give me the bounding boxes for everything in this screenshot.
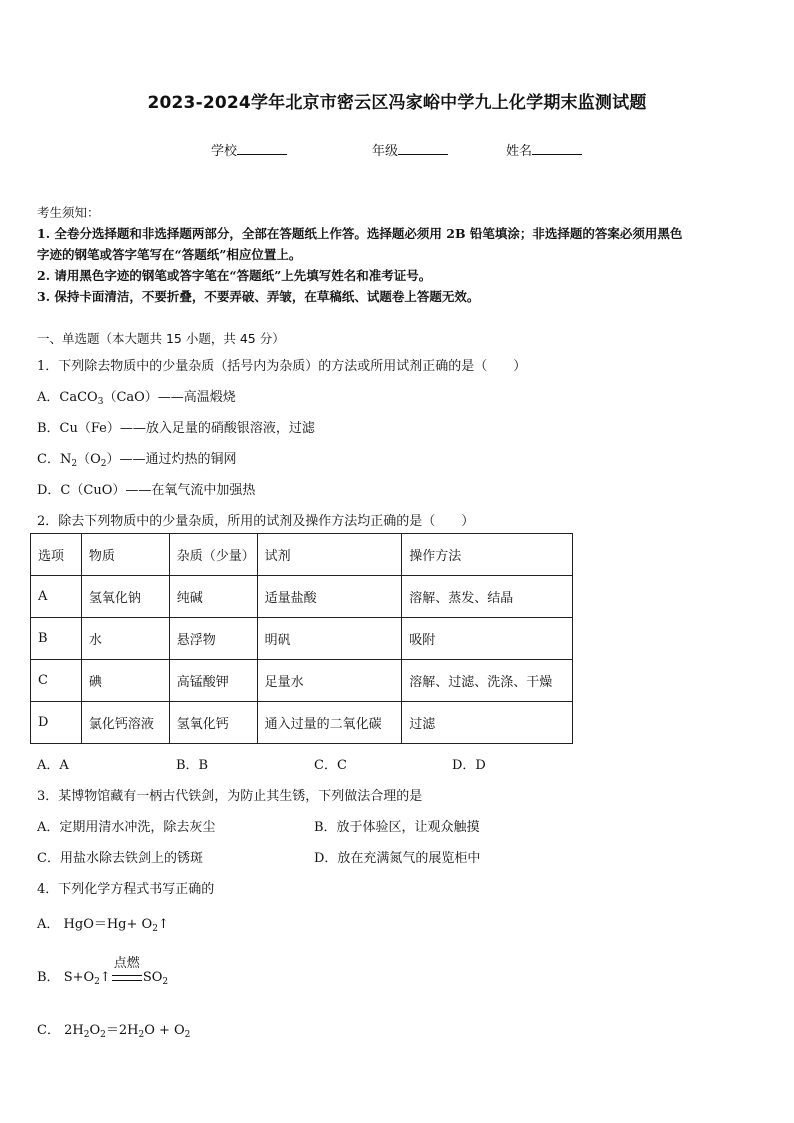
q4-b-arrow <box>111 956 143 985</box>
grade-field <box>372 140 448 159</box>
page-title: 2023-2024学年北京市密云区冯家峪中学九上化学期末监测试题 <box>147 93 647 113</box>
q1-option-c <box>37 448 236 467</box>
section-heading: 一、单选题（本大题共 15 小题，共 45 分） <box>37 331 285 346</box>
table-cell: 溶解、过滤、洗涤、干燥 <box>402 660 573 702</box>
q4-option-b <box>37 956 169 987</box>
q1-c-text: C．N <box>37 452 72 467</box>
table-cell: 通入过量的二氧化碳 <box>257 702 402 744</box>
table-header-row <box>31 534 573 576</box>
q3-option-c: C．用盐水除去铁剑上的锈斑 <box>37 851 203 866</box>
table-header-cell: 物质 <box>81 534 169 576</box>
table-cell: 足量水 <box>257 660 402 702</box>
table-cell: 高锰酸钾 <box>169 660 257 702</box>
notice-item-1b: 字迹的钢笔或答字笔写在“答题纸”相应位置上。 <box>37 247 302 262</box>
table-cell: 水 <box>81 618 169 660</box>
table-cell: 溶解、蒸发、结晶 <box>402 576 573 618</box>
q4-b-equation: $S+O_2↑$ 点燃 $SO_2$ <box>64 970 168 985</box>
table-cell: A <box>31 576 82 618</box>
name-blank <box>532 142 582 155</box>
q4-option-c <box>37 1019 190 1038</box>
q1-option-b: B．Cu（Fe）——放入足量的硝酸银溶液，过滤 <box>37 421 315 436</box>
table-cell: 碘 <box>81 660 169 702</box>
table-cell: 氢氧化钠 <box>81 576 169 618</box>
table-cell: 过滤 <box>402 702 573 744</box>
table-cell: B <box>31 618 82 660</box>
q4-b-label: B． <box>37 970 60 985</box>
q4-stem: 4．下列化学方程式书写正确的 <box>37 882 215 897</box>
table-cell: 悬浮物 <box>169 618 257 660</box>
q3-stem: 3．某博物馆藏有一柄古代铁剑，为防止其生锈，下列做法合理的是 <box>37 789 423 804</box>
notice-item-3: 3. 保持卡面清洁，不要折叠，不要弄破、弄皱，在草稿纸、试题卷上答题无效。 <box>37 289 480 304</box>
table-row <box>31 576 573 618</box>
table-cell: 氯化钙溶液 <box>81 702 169 744</box>
q2-option-c: C．C <box>314 758 347 773</box>
table-cell: D <box>31 702 82 744</box>
q1-c-sub-2: 2 <box>100 459 107 469</box>
q4-option-a <box>37 913 169 932</box>
table-cell: 氢氧化钙 <box>169 702 257 744</box>
q2-option-d: D．D <box>452 758 486 773</box>
q2-option-a: A．A <box>37 758 69 773</box>
name-label: 姓名 <box>506 144 533 159</box>
q4-c-equation: $2H_2O_2=2H_2O + O_2$ <box>64 1023 191 1040</box>
q1-option-a <box>37 386 236 405</box>
q1-c-text-3: ）——通过灼热的铜网 <box>106 452 237 467</box>
notice-item-2: 2. 请用黑色字迹的钢笔或答字笔在“答题纸”上先填写姓名和准考证号。 <box>37 268 432 283</box>
table-cell: 明矾 <box>257 618 402 660</box>
q3-option-b: B．放于体验区，让观众触摸 <box>314 820 480 835</box>
q1-a-sub: 3 <box>97 397 104 407</box>
q1-a-text-2: （CaO）——高温煅烧 <box>103 390 236 405</box>
grade-label: 年级 <box>372 144 399 159</box>
table-row <box>31 618 573 660</box>
q4-a-label: A． <box>37 917 60 932</box>
notice-heading: 考生须知： <box>37 205 100 220</box>
table-cell: 吸附 <box>402 618 573 660</box>
q1-option-d: D．C（CuO）——在氧气流中加强热 <box>37 483 256 498</box>
table-header-cell: 选项 <box>31 534 82 576</box>
table-row <box>31 702 573 744</box>
q3-option-d: D．放在充满氮气的展览柜中 <box>314 851 481 866</box>
table-row <box>31 660 573 702</box>
grade-blank <box>398 142 448 155</box>
q1-stem: 1．下列除去物质中的少量杂质（括号内为杂质）的方法或所用试剂正确的是（ ） <box>37 359 527 374</box>
school-field <box>211 140 287 159</box>
q2-option-b: B．B <box>176 758 209 773</box>
q4-b-condition: 点燃 <box>113 956 140 971</box>
q1-c-sub-1: 2 <box>71 459 78 469</box>
table-cell: 适量盐酸 <box>257 576 402 618</box>
q4-c-label: C． <box>37 1023 60 1038</box>
notice-item-1a: 1. 全卷分选择题和非选择题两部分，全部在答题纸上作答。选择题必须用 2B 铅笔填涂；非选择题的答案必须用黑色 <box>37 226 683 241</box>
q1-a-text: A．CaCO <box>37 390 98 405</box>
name-field <box>506 140 582 159</box>
table-cell: 纯碱 <box>169 576 257 618</box>
q2-table <box>30 533 573 744</box>
table-cell: C <box>31 660 82 702</box>
q3-option-a: A．定期用清水冲洗，除去灰尘 <box>37 820 216 835</box>
q4-b-equals-bar <box>112 975 142 981</box>
table-header-cell: 杂质（少量） <box>169 534 257 576</box>
school-label: 学校 <box>211 144 238 159</box>
q1-c-text-2: （O <box>77 452 101 467</box>
table-header-cell: 操作方法 <box>402 534 573 576</box>
school-blank <box>237 142 287 155</box>
q2-stem: 2．除去下列物质中的少量杂质，所用的试剂及操作方法均正确的是（ ） <box>37 514 475 529</box>
table-header-cell: 试剂 <box>257 534 402 576</box>
q4-a-equation: $HgO=Hg+ O_2↑$ <box>63 917 169 934</box>
